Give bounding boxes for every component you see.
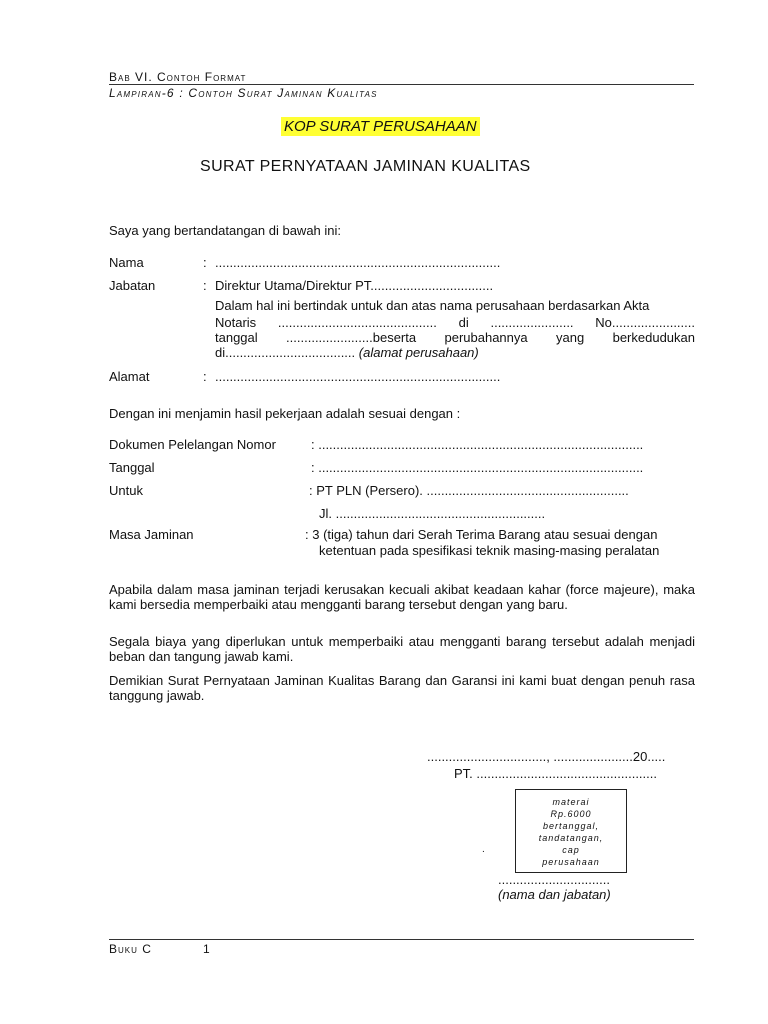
tanggal-value: : .......................................................................................... bbox=[311, 460, 644, 475]
statement-text: Dengan ini menjamin hasil pekerjaan adalah sesuai dengan : bbox=[109, 406, 461, 421]
nama-value: ............................................................................... bbox=[215, 255, 501, 270]
dokumen-value: : .......................................................................................... bbox=[311, 437, 644, 452]
untuk-value: : PT PLN (Persero). ........................................................ bbox=[309, 483, 629, 498]
materai-stamp-box bbox=[515, 789, 627, 873]
materai-text bbox=[516, 796, 626, 868]
masa-jaminan-label: Masa Jaminan bbox=[109, 527, 194, 542]
signature-name-line: ............................... bbox=[498, 872, 610, 887]
untuk-label: Untuk bbox=[109, 483, 143, 498]
appendix-header: Lampiran-6 : Contoh Surat Jaminan Kualitas bbox=[109, 86, 378, 100]
footer-rule bbox=[109, 939, 694, 940]
alamat-label: Alamat bbox=[109, 369, 150, 384]
akta-line-2: Notaris ............................................ di ....................... No....................... bbox=[215, 315, 695, 330]
materai-line: bertanggal, bbox=[542, 821, 600, 831]
paragraph-closing: Demikian Surat Pernyataan Jaminan Kualitas Barang dan Garansi ini kami buat dengan penuh rasa tanggung jawab. bbox=[109, 673, 695, 703]
jabatan-label: Jabatan bbox=[109, 278, 156, 293]
footer-book: Buku C bbox=[109, 942, 152, 956]
header-rule bbox=[109, 84, 694, 85]
akta-address-hint: (alamat perusahaan) bbox=[358, 345, 479, 360]
akta-line-1: Dalam hal ini bertindak untuk dan atas nama perusahaan berdasarkan Akta bbox=[215, 298, 650, 313]
intro-text: Saya yang bertandatangan di bawah ini: bbox=[109, 223, 342, 238]
chapter-header: Bab VI. Contoh Format bbox=[109, 70, 247, 84]
materai-line: perusahaan bbox=[542, 857, 600, 867]
akta-line-3: tanggal ........................beserta perubahannya yang berkedudukan bbox=[215, 330, 695, 345]
paragraph-force-majeure: Apabila dalam masa jaminan terjadi kerusakan kecuali akibat keadaan kahar (force majeure), maka kami bersedia memperbaiki atau mengganti barang tersebut dengan yang baru. bbox=[109, 582, 695, 612]
signature-name-caption: (nama dan jabatan) bbox=[498, 887, 611, 902]
jabatan-value: Direktur Utama/Direktur PT.................................. bbox=[215, 278, 494, 293]
materai-line: cap bbox=[562, 845, 580, 855]
nama-label: Nama bbox=[109, 255, 144, 270]
jalan-value: Jl. .......................................................... bbox=[319, 506, 546, 521]
akta-line-4 bbox=[215, 345, 479, 360]
jabatan-colon: : bbox=[203, 278, 207, 293]
signature-company: PT. .................................................. bbox=[454, 766, 657, 781]
dokumen-label: Dokumen Pelelangan Nomor bbox=[109, 437, 276, 452]
signature-dot: . bbox=[482, 844, 485, 855]
signature-place-date: ................................., ......................20..... bbox=[427, 749, 666, 764]
nama-colon: : bbox=[203, 255, 207, 270]
masa-jaminan-value-1: : 3 (tiga) tahun dari Serah Terima Barang atau sesuai dengan bbox=[305, 527, 658, 542]
letterhead-placeholder: KOP SURAT PERUSAHAAN bbox=[281, 117, 480, 136]
paragraph-costs: Segala biaya yang diperlukan untuk memperbaiki atau mengganti barang tersebut adalah menjadi beban dan tangung jawab kami. bbox=[109, 634, 695, 664]
tanggal-label: Tanggal bbox=[109, 460, 155, 475]
footer-page-number: 1 bbox=[203, 942, 210, 956]
akta-location: di.................................... bbox=[215, 345, 356, 360]
masa-jaminan-value-2: ketentuan pada spesifikasi teknik masing-masing peralatan bbox=[319, 543, 660, 558]
document-title: SURAT PERNYATAAN JAMINAN KUALITAS bbox=[200, 158, 531, 175]
alamat-value: ............................................................................... bbox=[215, 369, 501, 384]
materai-line: materai bbox=[552, 797, 590, 807]
alamat-colon: : bbox=[203, 369, 207, 384]
materai-line: Rp.6000 bbox=[550, 809, 592, 819]
materai-line: tandatangan, bbox=[538, 833, 604, 843]
